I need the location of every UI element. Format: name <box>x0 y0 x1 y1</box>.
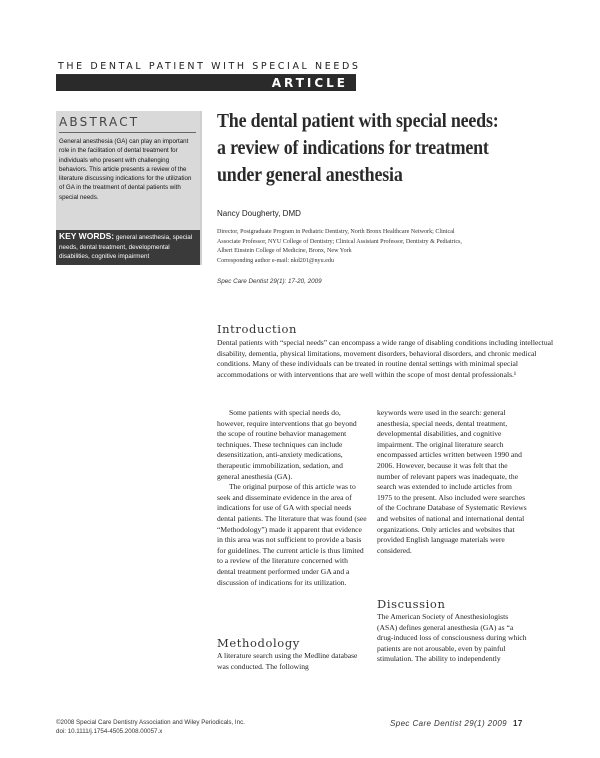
corresponding-email: Corresponding author e-mail: nkd201@nyu.edu <box>217 257 334 264</box>
left-paragraph-2: The original purpose of this article was to seek and disseminate evidence in the area of indications for use of GA with special needs dental patients. The literature that was found (see “Methodology”) made it apparent that evidence in this area was not sufficient to provide a basis for guidelines. The current article is thus limited to a review of the literature concerned with dental treatment performed under GA and a discussion of indications for its utilization. <box>217 482 367 587</box>
copyright-line: ©2008 Special Care Dentistry Association and Wiley Periodicals, Inc. <box>56 719 245 726</box>
footer-journal <box>390 719 523 728</box>
affiliation-line-2: Associate Professor, NYU College of Dentistry; Clinical Assistant Professor, Dentistry & Pediatrics, <box>217 238 462 245</box>
article-title <box>217 108 530 189</box>
keywords-list: general anesthesia, special needs, dental treatment, developmental disabilities, cognitive impairment <box>59 234 193 261</box>
footer-journal-name: Spec Care Dentist 29(1) 2009 <box>390 719 508 728</box>
title-line-3: under general anesthesia <box>217 165 403 186</box>
discussion-text: The American Society of Anesthesiologists (ASA) defines general anesthesia (GA) as “a drug-induced loss of consciousness during which patients are not arousable, even by painful stimulation. The ability to independently <box>377 612 527 664</box>
title-line-2: a review of indications for treatment <box>217 138 489 159</box>
footer-copyright <box>56 718 245 736</box>
left-paragraph-1: Some patients with special needs do, however, require interventions that go beyond the scope of routine behavior management techniques. These techniques can include desensitization, anti-anxiety medications, therapeutic immobilization, sedation, and general anesthesia (GA). <box>217 408 357 481</box>
abstract-rule <box>59 132 196 133</box>
author-name: Nancy Dougherty, DMD <box>217 209 301 218</box>
keywords-label: KEY WORDS: <box>59 231 115 241</box>
discussion-heading: Discussion <box>377 597 446 611</box>
abstract-shadow <box>200 111 202 265</box>
right-paragraph-1: keywords were used in the search: general anesthesia, special needs, dental treatment, developmental disabilities, and cognitive impairment. The original literature search encompassed articles written between 1990 and 2006. However, because it was felt that the number of relevant papers was inadequate, the search was extended to include articles from 1975 to the present. Also included were searches of the Cochrane Database of Systematic Reviews and websites of national and international dental organizations. Only articles and websites that provided English language materials were considered. <box>377 408 527 555</box>
abstract-heading: ABSTRACT <box>59 115 140 129</box>
author-affiliation <box>217 228 557 266</box>
article-label: ARTICLE <box>56 75 356 91</box>
running-header: THE DENTAL PATIENT WITH SPECIAL NEEDS <box>58 61 361 72</box>
page-number: 17 <box>513 719 523 728</box>
methodology-text: A literature search using the Medline database was conducted. The following <box>217 651 358 671</box>
abstract-text: General anesthesia (GA) can play an important role in the facilitation of dental treatment for individuals who present with challenging behaviors. This article presents a review of the literature discussing indications for the utilization of GA in the treatment of dental patients with special needs. <box>59 138 192 201</box>
introduction-text: Dental patients with “special needs” can encompass a wide range of disabling conditions including intellectual disability, dementia, physical limitations, movement disorders, behavioral disorders, and chronic medical conditions. Many of these individuals can be treated in routine dental settings with minimal special accommodations or with interventions that are well within the scope of most dental professionals.¹ <box>217 338 554 379</box>
methodology-heading: Methodology <box>217 636 300 650</box>
keywords-box <box>56 230 200 265</box>
journal-citation: Spec Care Dentist 29(1): 17-20, 2009 <box>217 278 322 285</box>
abstract-box <box>56 111 200 230</box>
affiliation-line-1: Director, Postgraduate Program in Pediatric Dentistry, North Bronx Healthcare Network; Clinical <box>217 229 455 235</box>
right-column <box>377 408 527 556</box>
introduction-heading: Introduction <box>217 322 298 336</box>
title-line-1: The dental patient with special needs: <box>217 111 499 132</box>
left-column <box>217 408 367 588</box>
doi-line: doi: 10.1111/j.1754-4505.2008.00057.x <box>56 728 163 735</box>
affiliation-line-3: Albert Einstein College of Medicine, Bronx, New York <box>217 248 352 255</box>
